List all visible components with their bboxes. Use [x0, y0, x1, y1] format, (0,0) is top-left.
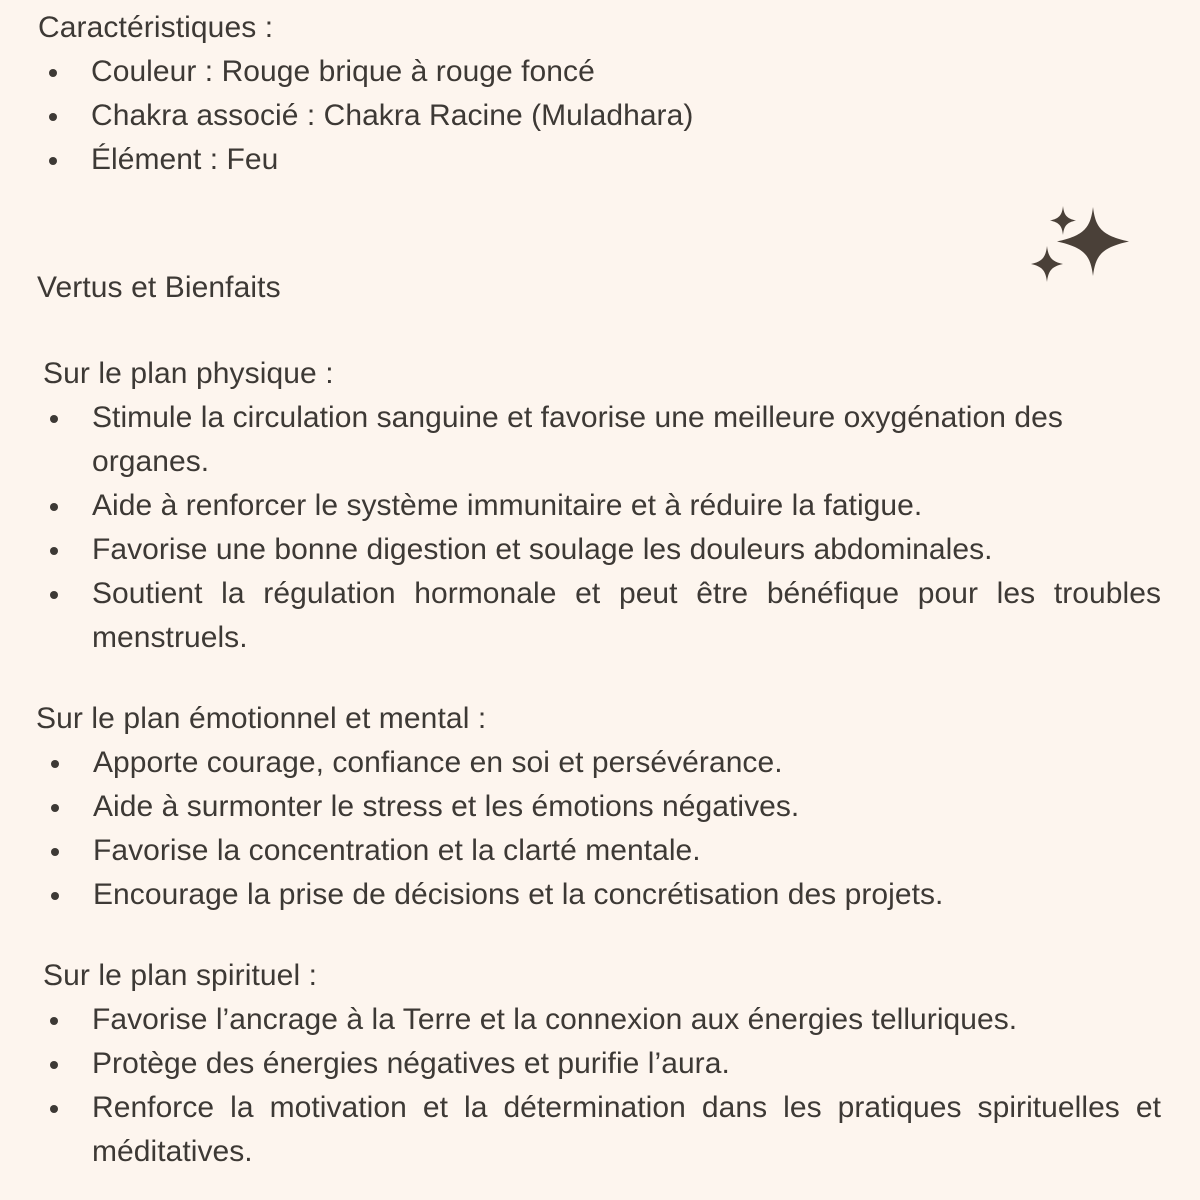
spirituel-heading: Sur le plan spirituel : — [43, 959, 318, 992]
sparkles-icon — [1022, 194, 1152, 294]
subsection-emotionnel — [36, 697, 1161, 917]
emotionnel-heading: Sur le plan émotionnel et mental : — [36, 702, 487, 735]
list-item: Couleur : Rouge brique à rouge foncé — [38, 50, 1168, 94]
list-item: Encourage la prise de décisions et la concrétisation des projets. — [40, 873, 1161, 917]
list-item: Apporte courage, confiance en soi et persévérance. — [40, 741, 1161, 785]
list-item: Renforce la motivation et la détermination dans les pratiques spirituelles et méditatives. — [39, 1086, 1161, 1174]
list-item: Favorise la concentration et la clarté mentale. — [40, 829, 1161, 873]
spirituel-list — [39, 998, 1161, 1174]
physique-list — [39, 396, 1161, 660]
emotionnel-list — [40, 741, 1161, 917]
list-item: Aide à renforcer le système immunitaire et à réduire la fatigue. — [39, 484, 1161, 528]
list-item: Stimule la circulation sanguine et favorise une meilleure oxygénation des organes. — [39, 396, 1161, 484]
physique-heading: Sur le plan physique : — [43, 357, 334, 390]
list-item: Chakra associé : Chakra Racine (Muladhara) — [38, 94, 1168, 138]
list-item: Favorise une bonne digestion et soulage les douleurs abdominales. — [39, 528, 1161, 572]
list-item: Favorise l’ancrage à la Terre et la connexion aux énergies telluriques. — [39, 998, 1161, 1042]
subsection-spirituel — [43, 954, 1165, 1174]
caracteristiques-heading: Caractéristiques : — [38, 11, 274, 44]
section-caracteristiques — [38, 6, 1168, 182]
list-item: Protège des énergies négatives et purifie l’aura. — [39, 1042, 1161, 1086]
section-vertus — [37, 266, 281, 310]
vertus-heading: Vertus et Bienfaits — [37, 271, 281, 304]
subsection-physique — [43, 352, 1165, 660]
list-item: Soutient la régulation hormonale et peut être bénéfique pour les troubles menstruels. — [39, 572, 1161, 660]
caracteristiques-list — [38, 50, 1168, 182]
list-item: Élément : Feu — [38, 138, 1168, 182]
list-item: Aide à surmonter le stress et les émotions négatives. — [40, 785, 1161, 829]
